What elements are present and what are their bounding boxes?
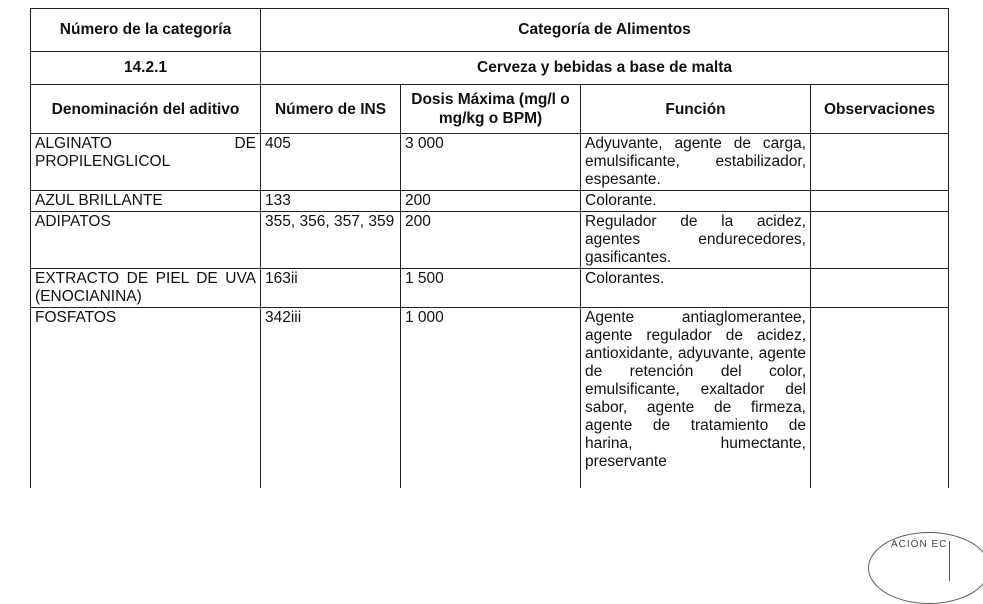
max-dose: [401, 308, 581, 489]
observations: [811, 269, 949, 308]
header-row: [31, 9, 949, 52]
seal-text: ACIÓN EC: [891, 539, 948, 550]
max-dose: 3 000: [401, 134, 581, 191]
category-name: Cerveza y bebidas a base de malta: [261, 52, 949, 85]
category-number: 14.2.1: [31, 52, 261, 85]
table-row: [31, 269, 949, 308]
additive-name: AZUL BRILLANTE: [31, 191, 261, 212]
additive-name-text: FOSFATOS: [35, 309, 117, 326]
col-max-dose: Dosis Máxima (mg/l o mg/kg o BPM): [401, 85, 581, 134]
function: Colorantes.: [581, 269, 811, 308]
ins-number: [261, 308, 401, 489]
function: Adyuvante, agente de carga, emulsificante, estabilizador, espesante.: [581, 134, 811, 191]
additive-name: EXTRACTO DE PIEL DE UVA (ENOCIANINA): [31, 269, 261, 308]
official-seal: [868, 532, 983, 604]
additive-name: ADIPATOS: [31, 212, 261, 269]
max-dose-text: 1 000: [405, 309, 444, 326]
table-row: [31, 134, 949, 191]
observations-text: [815, 309, 944, 487]
table-row: [31, 191, 949, 212]
table-row: [31, 308, 949, 489]
ins-number: 355, 356, 357, 359: [261, 212, 401, 269]
food-category-label: Categoría de Alimentos: [261, 9, 949, 52]
function: [581, 308, 811, 489]
ins-number: 133: [261, 191, 401, 212]
seal-line: [949, 541, 954, 581]
function: Colorante.: [581, 191, 811, 212]
col-ins-number: Número de INS: [261, 85, 401, 134]
ins-number-text: 342iii: [265, 309, 302, 326]
observations: [811, 308, 949, 489]
col-observations: Observaciones: [811, 85, 949, 134]
additive-name: ALGINATO DE PROPILENGLICOL: [31, 134, 261, 191]
column-header-row: [31, 85, 949, 134]
max-dose: 1 500: [401, 269, 581, 308]
table-row: [31, 212, 949, 269]
ins-number: 163ii: [261, 269, 401, 308]
additive-name: [31, 308, 261, 489]
category-row: [31, 52, 949, 85]
observations: [811, 134, 949, 191]
max-dose: 200: [401, 212, 581, 269]
category-number-label: Número de la categoría: [31, 9, 261, 52]
col-additive-name: Denominación del aditivo: [31, 85, 261, 134]
additives-table: [30, 8, 949, 488]
observations: [811, 191, 949, 212]
observations: [811, 212, 949, 269]
max-dose: 200: [401, 191, 581, 212]
function: Regulador de la acidez, agentes endurecedores, gasificantes.: [581, 212, 811, 269]
col-function: Función: [581, 85, 811, 134]
function-text: Agente antiaglomerantee, agente regulador de acidez, antioxidante, adyuvante, agente de retención del color, emulsificante, exaltador del sabor, agente de firmeza, agente de tratamiento de harina, humectante, preservante: [585, 309, 806, 470]
ins-number: 405: [261, 134, 401, 191]
